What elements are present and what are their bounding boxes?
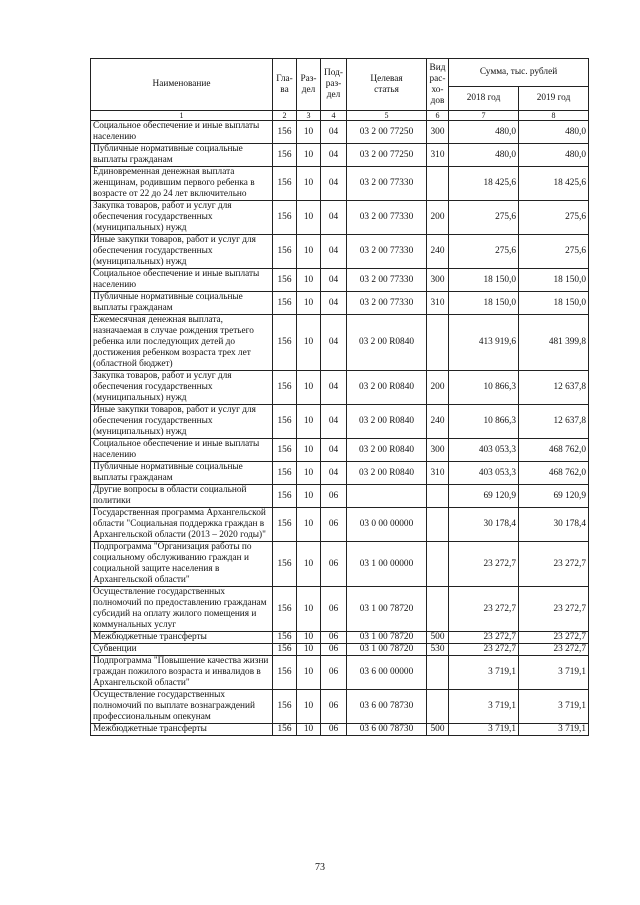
row-target-article: 03 6 00 78730 (347, 724, 427, 736)
row-name: Иные закупки товаров, работ и услуг для обеспечения государственных (муниципальных) нужд (91, 405, 273, 439)
row-expense-type: 310 (427, 144, 449, 167)
row-sum-2018: 10 866,3 (449, 405, 519, 439)
row-chapter: 156 (273, 587, 297, 632)
row-section: 10 (297, 292, 321, 315)
row-section: 10 (297, 644, 321, 656)
table-row (91, 121, 589, 144)
row-target-article: 03 1 00 00000 (347, 542, 427, 587)
row-sum-2018: 69 120,9 (449, 485, 519, 508)
table-row (91, 690, 589, 724)
row-subsection: 06 (321, 508, 347, 542)
table-row (91, 542, 589, 587)
column-number: 7 (449, 111, 519, 121)
row-expense-type (427, 167, 449, 201)
table-row (91, 144, 589, 167)
table-row (91, 724, 589, 736)
table-row (91, 315, 589, 371)
table-row (91, 439, 589, 462)
row-chapter: 156 (273, 508, 297, 542)
row-sum-2019: 12 637,8 (519, 371, 589, 405)
row-chapter: 156 (273, 485, 297, 508)
row-sum-2018: 3 719,1 (449, 690, 519, 724)
column-number: 3 (297, 111, 321, 121)
row-sum-2018: 18 425,6 (449, 167, 519, 201)
header-year-2019: 2019 год (519, 87, 589, 111)
column-number: 5 (347, 111, 427, 121)
row-subsection: 06 (321, 690, 347, 724)
table-row (91, 405, 589, 439)
row-target-article (347, 485, 427, 508)
budget-table (90, 58, 589, 736)
row-name: Осуществление государственных полномочий по выплате вознаграждений профессиональным опекунам (91, 690, 273, 724)
row-section: 10 (297, 508, 321, 542)
row-sum-2019: 23 272,7 (519, 587, 589, 632)
row-section: 10 (297, 121, 321, 144)
row-target-article: 03 2 00 R0840 (347, 462, 427, 485)
row-chapter: 156 (273, 439, 297, 462)
row-chapter: 156 (273, 690, 297, 724)
row-sum-2019: 3 719,1 (519, 690, 589, 724)
row-name: Ежемесячная денежная выплата, назначаемая в случае рождения третьего ребенка или последующих детей до достижения ребенком возраста трех лет (областной бюджет) (91, 315, 273, 371)
row-chapter: 156 (273, 167, 297, 201)
row-sum-2018: 480,0 (449, 144, 519, 167)
row-sum-2019: 23 272,7 (519, 542, 589, 587)
row-chapter: 156 (273, 371, 297, 405)
row-section: 10 (297, 167, 321, 201)
table-row (91, 508, 589, 542)
header-year-2018: 2018 год (449, 87, 519, 111)
row-expense-type: 200 (427, 371, 449, 405)
row-subsection: 04 (321, 462, 347, 485)
row-name: Субвенции (91, 644, 273, 656)
row-chapter: 156 (273, 235, 297, 269)
row-target-article: 03 1 00 78720 (347, 644, 427, 656)
row-sum-2019: 18 150,0 (519, 292, 589, 315)
row-subsection: 06 (321, 485, 347, 508)
row-section: 10 (297, 371, 321, 405)
row-expense-type: 310 (427, 462, 449, 485)
header-name: Наименование (91, 59, 273, 111)
column-number: 4 (321, 111, 347, 121)
row-chapter: 156 (273, 269, 297, 292)
header-subsection: Под- раз- дел (321, 59, 347, 111)
table-row (91, 235, 589, 269)
row-sum-2019: 69 120,9 (519, 485, 589, 508)
row-sum-2018: 23 272,7 (449, 587, 519, 632)
row-section: 10 (297, 405, 321, 439)
row-expense-type: 200 (427, 201, 449, 235)
row-name: Межбюджетные трансферты (91, 632, 273, 644)
row-sum-2018: 23 272,7 (449, 644, 519, 656)
row-expense-type: 300 (427, 121, 449, 144)
row-target-article: 03 2 00 R0840 (347, 315, 427, 371)
table-row (91, 269, 589, 292)
row-section: 10 (297, 439, 321, 462)
row-target-article: 03 6 00 78730 (347, 690, 427, 724)
row-target-article: 03 2 00 77330 (347, 235, 427, 269)
row-chapter: 156 (273, 644, 297, 656)
row-expense-type (427, 656, 449, 690)
row-subsection: 06 (321, 542, 347, 587)
row-sum-2019: 275,6 (519, 235, 589, 269)
table-row (91, 656, 589, 690)
row-section: 10 (297, 656, 321, 690)
row-expense-type (427, 315, 449, 371)
row-target-article: 03 2 00 77250 (347, 121, 427, 144)
row-name: Закупка товаров, работ и услуг для обеспечения государственных (муниципальных) нужд (91, 201, 273, 235)
row-expense-type: 300 (427, 439, 449, 462)
row-name: Подпрограмма "Организация работы по социальному обслуживанию граждан и социальной защите населения в Архангельской области" (91, 542, 273, 587)
row-chapter: 156 (273, 462, 297, 485)
row-name: Государственная программа Архангельской области "Социальная поддержка граждан в Архангельской области (2013 – 2020 годы)" (91, 508, 273, 542)
row-sum-2018: 18 150,0 (449, 269, 519, 292)
row-name: Осуществление государственных полномочий по предоставлению гражданам субсидий на оплату жилого помещения и коммунальных услуг (91, 587, 273, 632)
row-name: Единовременная денежная выплата женщинам, родившим первого ребенка в возрасте от 22 до 24 лет включительно (91, 167, 273, 201)
row-expense-type: 500 (427, 632, 449, 644)
table-row (91, 632, 589, 644)
row-expense-type (427, 587, 449, 632)
row-section: 10 (297, 724, 321, 736)
row-section: 10 (297, 269, 321, 292)
row-chapter: 156 (273, 292, 297, 315)
row-section: 10 (297, 315, 321, 371)
row-expense-type: 240 (427, 235, 449, 269)
row-sum-2018: 403 053,3 (449, 462, 519, 485)
row-subsection: 04 (321, 269, 347, 292)
row-sum-2019: 468 762,0 (519, 439, 589, 462)
row-sum-2019: 23 272,7 (519, 644, 589, 656)
column-number: 8 (519, 111, 589, 121)
row-subsection: 04 (321, 439, 347, 462)
row-expense-type (427, 508, 449, 542)
row-name: Межбюджетные трансферты (91, 724, 273, 736)
row-sum-2018: 10 866,3 (449, 371, 519, 405)
row-subsection: 04 (321, 292, 347, 315)
column-number: 6 (427, 111, 449, 121)
row-section: 10 (297, 235, 321, 269)
row-target-article: 03 1 00 78720 (347, 587, 427, 632)
row-sum-2019: 468 762,0 (519, 462, 589, 485)
row-subsection: 04 (321, 121, 347, 144)
row-name: Социальное обеспечение и иные выплаты населению (91, 269, 273, 292)
row-target-article: 03 2 00 77330 (347, 167, 427, 201)
row-target-article: 03 0 00 00000 (347, 508, 427, 542)
row-chapter: 156 (273, 315, 297, 371)
row-name: Другие вопросы в области социальной политики (91, 485, 273, 508)
row-subsection: 04 (321, 371, 347, 405)
row-sum-2019: 23 272,7 (519, 632, 589, 644)
row-name: Подпрограмма "Повышение качества жизни граждан пожилого возраста и инвалидов в Архангельской области" (91, 656, 273, 690)
header-expense-type: Вид рас- хо- дов (427, 59, 449, 111)
header-chapter: Гла- ва (273, 59, 297, 111)
row-expense-type: 500 (427, 724, 449, 736)
row-chapter: 156 (273, 632, 297, 644)
row-target-article: 03 2 00 77330 (347, 201, 427, 235)
row-subsection: 06 (321, 587, 347, 632)
row-section: 10 (297, 542, 321, 587)
row-target-article: 03 6 00 00000 (347, 656, 427, 690)
row-sum-2018: 275,6 (449, 201, 519, 235)
row-chapter: 156 (273, 656, 297, 690)
row-section: 10 (297, 462, 321, 485)
column-number: 1 (91, 111, 273, 121)
row-subsection: 06 (321, 656, 347, 690)
row-sum-2019: 480,0 (519, 144, 589, 167)
row-sum-2018: 3 719,1 (449, 724, 519, 736)
row-target-article: 03 2 00 R0840 (347, 439, 427, 462)
row-name: Социальное обеспечение и иные выплаты населению (91, 439, 273, 462)
column-number: 2 (273, 111, 297, 121)
table-row (91, 201, 589, 235)
row-name: Публичные нормативные социальные выплаты гражданам (91, 144, 273, 167)
row-section: 10 (297, 632, 321, 644)
row-target-article: 03 2 00 77330 (347, 269, 427, 292)
row-section: 10 (297, 587, 321, 632)
row-expense-type (427, 542, 449, 587)
row-sum-2018: 23 272,7 (449, 632, 519, 644)
row-expense-type: 240 (427, 405, 449, 439)
table-row (91, 292, 589, 315)
row-target-article: 03 2 00 R0840 (347, 371, 427, 405)
row-subsection: 06 (321, 632, 347, 644)
row-chapter: 156 (273, 121, 297, 144)
table-row (91, 371, 589, 405)
row-section: 10 (297, 485, 321, 508)
row-subsection: 04 (321, 167, 347, 201)
column-number-row (91, 111, 589, 121)
row-name: Иные закупки товаров, работ и услуг для обеспечения государственных (муниципальных) нужд (91, 235, 273, 269)
row-sum-2018: 275,6 (449, 235, 519, 269)
row-name: Социальное обеспечение и иные выплаты населению (91, 121, 273, 144)
row-name: Публичные нормативные социальные выплаты гражданам (91, 462, 273, 485)
row-subsection: 04 (321, 144, 347, 167)
row-name: Закупка товаров, работ и услуг для обеспечения государственных (муниципальных) нужд (91, 371, 273, 405)
row-sum-2018: 18 150,0 (449, 292, 519, 315)
row-sum-2019: 275,6 (519, 201, 589, 235)
row-section: 10 (297, 144, 321, 167)
row-sum-2019: 18 150,0 (519, 269, 589, 292)
header-sum: Сумма, тыс. рублей (449, 59, 589, 87)
row-subsection: 06 (321, 724, 347, 736)
row-chapter: 156 (273, 201, 297, 235)
row-expense-type (427, 485, 449, 508)
row-sum-2018: 30 178,4 (449, 508, 519, 542)
row-subsection: 04 (321, 235, 347, 269)
row-sum-2019: 3 719,1 (519, 724, 589, 736)
row-expense-type (427, 690, 449, 724)
row-expense-type: 310 (427, 292, 449, 315)
row-sum-2019: 480,0 (519, 121, 589, 144)
table-row (91, 587, 589, 632)
row-expense-type: 530 (427, 644, 449, 656)
row-section: 10 (297, 201, 321, 235)
row-subsection: 06 (321, 644, 347, 656)
table-row (91, 462, 589, 485)
row-subsection: 04 (321, 405, 347, 439)
row-sum-2018: 403 053,3 (449, 439, 519, 462)
row-chapter: 156 (273, 724, 297, 736)
row-sum-2019: 481 399,8 (519, 315, 589, 371)
row-target-article: 03 2 00 R0840 (347, 405, 427, 439)
header-target: Целевая статья (347, 59, 427, 111)
row-target-article: 03 2 00 77250 (347, 144, 427, 167)
row-subsection: 04 (321, 201, 347, 235)
header-section: Раз- дел (297, 59, 321, 111)
table-row (91, 167, 589, 201)
row-chapter: 156 (273, 144, 297, 167)
row-sum-2018: 480,0 (449, 121, 519, 144)
row-name: Публичные нормативные социальные выплаты гражданам (91, 292, 273, 315)
row-target-article: 03 2 00 77330 (347, 292, 427, 315)
row-sum-2019: 18 425,6 (519, 167, 589, 201)
row-section: 10 (297, 690, 321, 724)
row-sum-2018: 3 719,1 (449, 656, 519, 690)
row-chapter: 156 (273, 405, 297, 439)
row-expense-type: 300 (427, 269, 449, 292)
row-sum-2019: 3 719,1 (519, 656, 589, 690)
row-sum-2019: 12 637,8 (519, 405, 589, 439)
row-chapter: 156 (273, 542, 297, 587)
row-sum-2018: 413 919,6 (449, 315, 519, 371)
page-number: 73 (315, 862, 325, 873)
row-subsection: 04 (321, 315, 347, 371)
table-row (91, 485, 589, 508)
row-target-article: 03 1 00 78720 (347, 632, 427, 644)
row-sum-2019: 30 178,4 (519, 508, 589, 542)
row-sum-2018: 23 272,7 (449, 542, 519, 587)
table-row (91, 644, 589, 656)
